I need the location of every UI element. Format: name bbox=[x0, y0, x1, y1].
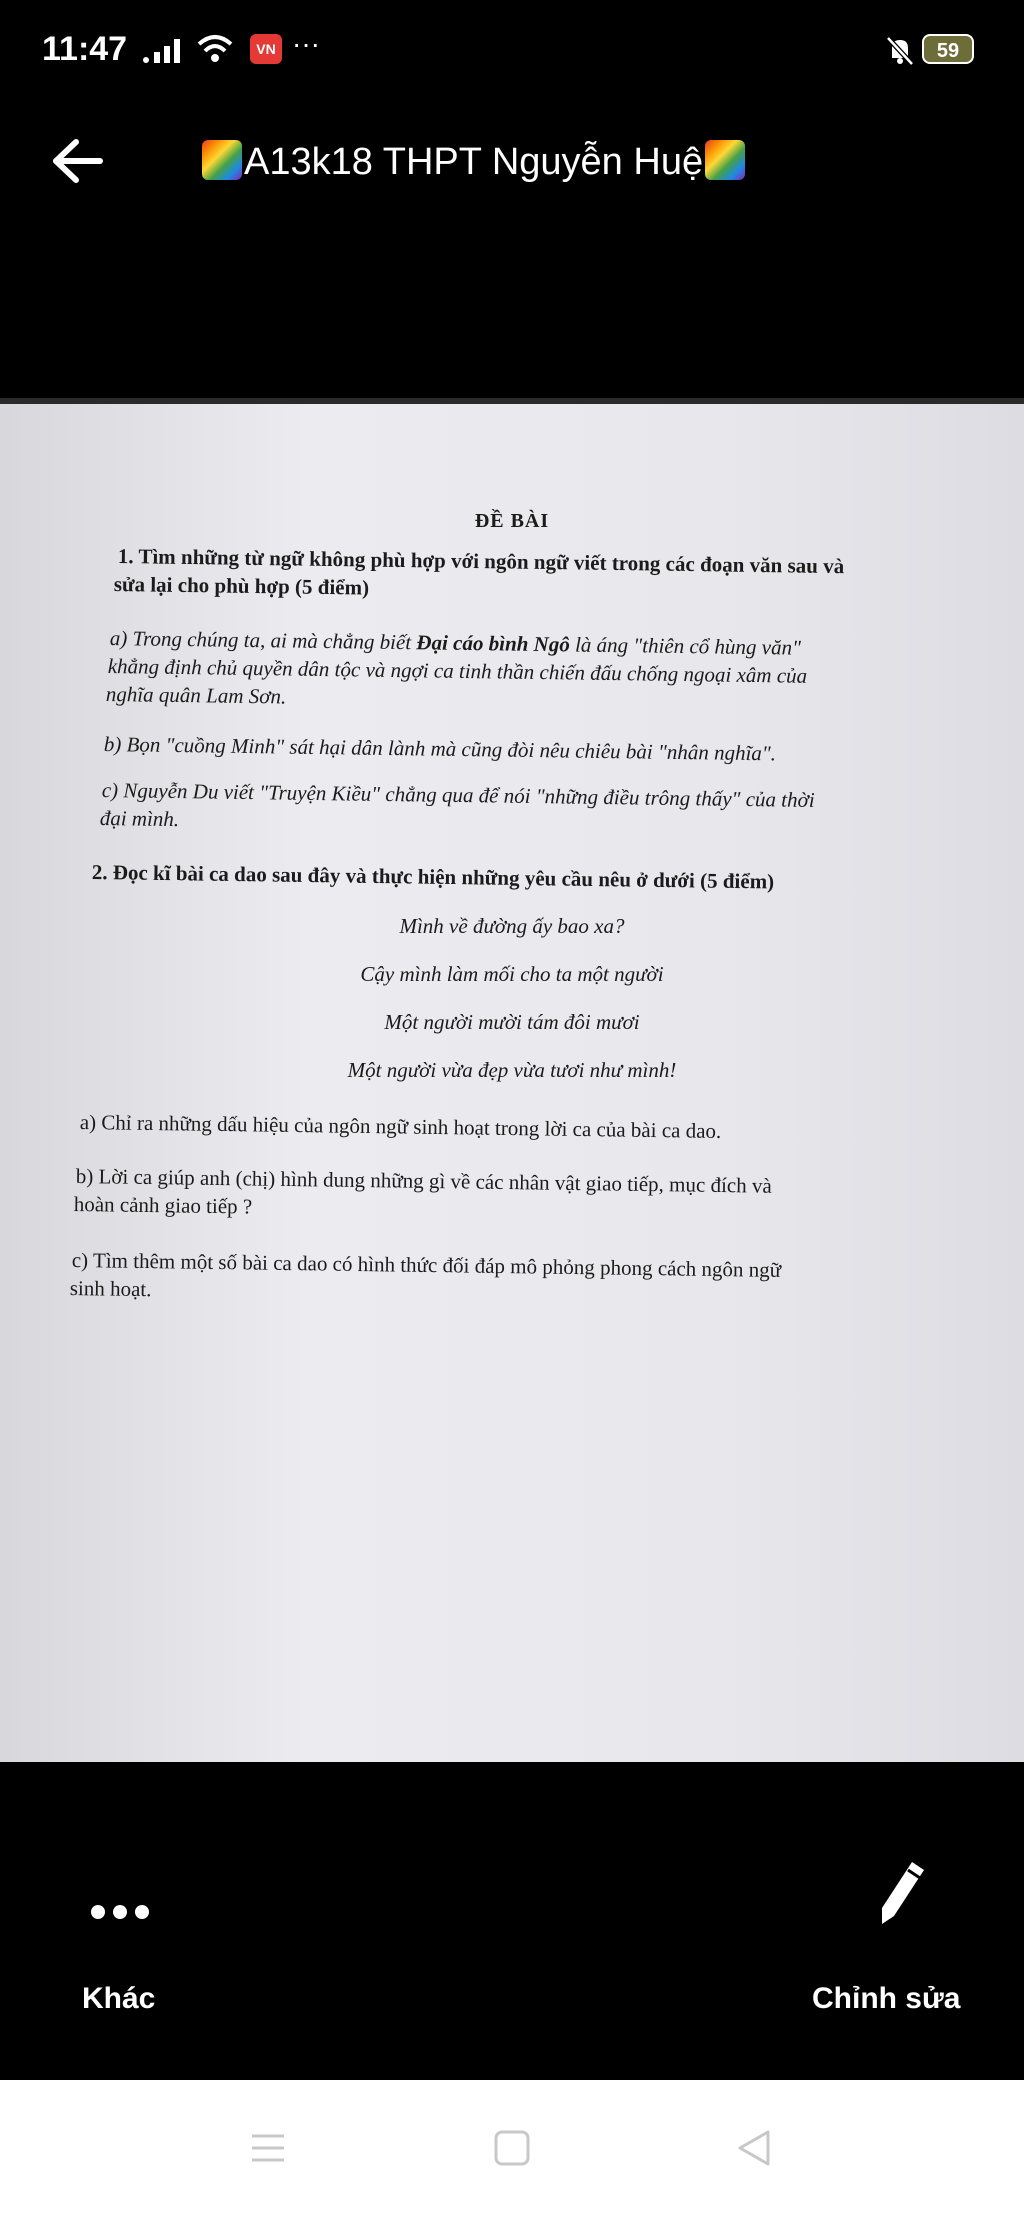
question-1-line-2: sửa lại cho phù hợp (5 điểm) bbox=[113, 571, 370, 600]
poem-line-3: Một người mười tám đôi mươi bbox=[384, 1010, 640, 1034]
item-a-text-2: là áng "thiên cổ hùng văn" bbox=[569, 632, 802, 660]
title-text: A13k18 THPT Nguyễn Huệ bbox=[244, 141, 704, 184]
more-dots-icon bbox=[90, 1902, 150, 1922]
question-2: 2. Đọc kĩ bài ca dao sau đây và thực hiện những yêu cầu nêu ở dưới (5 điểm) bbox=[91, 859, 775, 894]
question-2b-line-2: hoàn cảnh giao tiếp ? bbox=[73, 1191, 253, 1219]
back-nav-icon[interactable] bbox=[734, 2128, 774, 2168]
image-preview[interactable] bbox=[0, 398, 1024, 1762]
menu-nav-icon[interactable] bbox=[248, 2130, 288, 2166]
question-2c-line-2: sinh hoạt. bbox=[69, 1275, 152, 1302]
item-c-line-2: đại mình. bbox=[99, 805, 180, 832]
exam-document bbox=[0, 404, 1024, 1768]
conversation-title bbox=[200, 140, 900, 188]
more-options-label: Khác bbox=[82, 1982, 156, 2015]
more-notifications-icon: ··· bbox=[292, 28, 320, 59]
item-b-line: b) Bọn "cuồng Minh" sát hại dân lành mà cũng đòi nêu chiêu bài "nhân nghĩa". bbox=[103, 731, 777, 766]
status-bar bbox=[0, 0, 1024, 100]
more-options-button[interactable] bbox=[70, 1902, 190, 2062]
app-header bbox=[0, 110, 1024, 210]
pencil-icon bbox=[878, 1858, 928, 1928]
rainbow-emoji-icon bbox=[705, 140, 745, 180]
rainbow-emoji-icon bbox=[202, 140, 242, 180]
question-2b-line-1: b) Lời ca giúp anh (chị) hình dung những gì về các nhân vật giao tiếp, mục đích và bbox=[75, 1163, 772, 1198]
question-2c-line-1: c) Tìm thêm một số bài ca dao có hình thức đối đáp mô phỏng phong cách ngôn ngữ bbox=[71, 1247, 782, 1282]
poem-line-4: Một người vừa đẹp vừa tươi như mình! bbox=[347, 1058, 677, 1082]
edit-button[interactable] bbox=[800, 1902, 1000, 2062]
signal-icon bbox=[142, 36, 186, 64]
poem-line-2: Cậy mình làm mối cho ta một người bbox=[360, 962, 664, 986]
question-1-line-1: 1. Tìm những từ ngữ không phù hợp với ngôn ngữ viết trong các đoạn văn sau và bbox=[117, 543, 845, 579]
battery-indicator: 59 bbox=[922, 34, 974, 64]
item-a-line-2: khẳng định chủ quyền dân tộc và ngợi ca tinh thần chiến đấu chống ngoại xâm của bbox=[107, 653, 808, 688]
status-time: 11:47 bbox=[42, 30, 128, 68]
question-2a: a) Chỉ ra những dấu hiệu của ngôn ngữ sinh hoạt trong lời ca của bài ca dao. bbox=[79, 1109, 722, 1143]
poem-line-1: Mình về đường ấy bao xa? bbox=[399, 914, 625, 938]
item-a-bold: Đại cáo bình Ngô bbox=[416, 630, 570, 657]
mute-bell-icon bbox=[884, 34, 916, 66]
document-heading: ĐỀ BÀI bbox=[474, 510, 550, 532]
system-navigation-bar bbox=[0, 2080, 1024, 2217]
item-c-line-1: c) Nguyễn Du viết "Truyện Kiều" chẳng qua để nói "những điều trông thấy" của thời bbox=[101, 777, 815, 812]
back-arrow-icon[interactable] bbox=[48, 136, 108, 186]
wifi-icon bbox=[195, 32, 235, 64]
bottom-action-bar bbox=[0, 1762, 1024, 2080]
notification-app-icon: VN bbox=[250, 34, 282, 64]
edit-label: Chỉnh sửa bbox=[812, 1982, 961, 2015]
item-a-text-1: a) Trong chúng ta, ai mà chẳng biết bbox=[109, 625, 417, 655]
home-nav-icon[interactable] bbox=[492, 2128, 532, 2168]
item-a-line-3: nghĩa quân Lam Sơn. bbox=[105, 681, 287, 709]
